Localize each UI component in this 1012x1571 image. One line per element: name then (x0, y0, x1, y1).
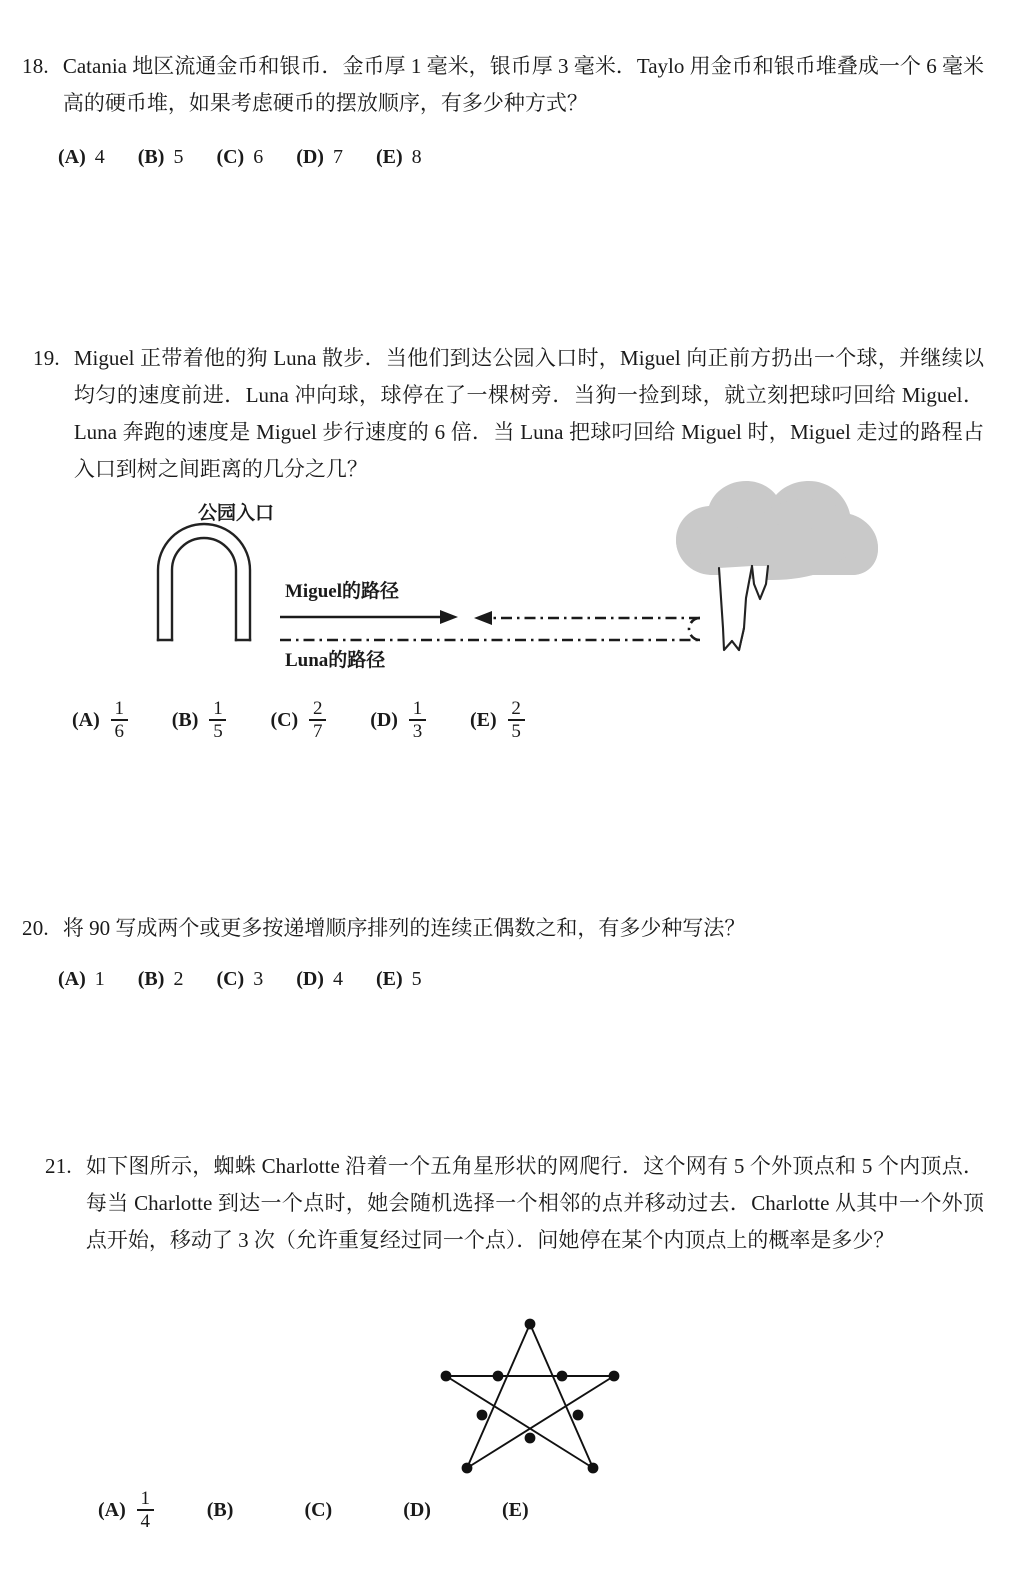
choice-19-c-denominator: 7 (312, 720, 323, 742)
luna-arrowhead-icon (474, 611, 492, 625)
choice-19-a-fraction (111, 699, 128, 741)
choice-20-d-value: 4 (332, 968, 343, 990)
tree-trunk-icon (719, 566, 768, 650)
outer-vertex-lower-left (462, 1463, 473, 1474)
inner-vertex-top-left (493, 1371, 504, 1382)
choice-19-c-label: (C) (270, 709, 299, 732)
question-20-body (22, 910, 984, 947)
choice-21-d-label: (D) (403, 1499, 431, 1522)
choice-19-d-denominator: 3 (412, 720, 423, 742)
question-21 (45, 1148, 984, 1259)
question-19-text: Miguel 正带着他的狗 Luna 散步．当他们到达公园入口时，Miguel 向正前方扔出一个球，并继续以均匀的速度前进．Luna 冲向球，球停在了一棵树旁．当狗一捡到球，就立刻把球叼回给 Miguel．Luna 奔跑的速度是 Miguel 步行速度的 6 倍．当 Luna 把球叼回给 Miguel 时，Miguel 走过的路程占入口到树之间距离的几分之几？ (73, 346, 984, 481)
choice-21-a[interactable] (98, 1490, 154, 1532)
figure-park-entrance-paths (140, 480, 880, 690)
park-entrance-label: 公园入口 (198, 503, 275, 524)
choice-19-e-fraction (508, 699, 525, 741)
choice-19-b-fraction (209, 699, 226, 741)
question-19-choices (72, 700, 525, 742)
choice-19-d-label: (D) (370, 709, 398, 732)
choice-20-b-value: 2 (173, 968, 184, 990)
choice-18-d-value: 7 (332, 146, 343, 168)
choice-18-e[interactable] (376, 146, 422, 169)
choice-19-d[interactable] (370, 700, 426, 742)
question-21-choices (98, 1490, 538, 1532)
question-18-choices (58, 146, 422, 169)
choice-20-a[interactable] (58, 968, 105, 991)
choice-19-b-numerator: 1 (213, 698, 223, 719)
choice-20-c[interactable] (216, 968, 263, 991)
question-18-body (22, 48, 984, 122)
choice-20-e[interactable] (376, 968, 422, 991)
choice-20-d-label: (D) (296, 968, 324, 990)
question-19-number: 19. (33, 346, 60, 370)
choice-19-d-numerator: 1 (412, 698, 423, 719)
choice-19-e-label: (E) (469, 709, 497, 732)
choice-21-a-numerator: 1 (140, 1488, 151, 1509)
choice-21-a-label: (A) (98, 1499, 126, 1522)
choice-19-d-fraction (409, 699, 426, 741)
choice-18-d-label: (D) (296, 146, 324, 168)
choice-21-e[interactable] (502, 1499, 538, 1522)
choice-21-a-denominator: 4 (140, 1510, 151, 1532)
choice-19-a[interactable] (72, 700, 128, 742)
choice-18-b-value: 5 (173, 146, 184, 168)
choice-19-c-fraction (309, 699, 326, 741)
choice-19-b-denominator: 5 (213, 720, 223, 742)
inner-vertex-bottom (525, 1433, 536, 1444)
choice-20-e-label: (E) (375, 968, 403, 990)
question-20-text: 将 90 写成两个或更多按递增顺序排列的连续正偶数之和，有多少种写法？ (62, 916, 746, 940)
choice-21-d[interactable] (403, 1499, 440, 1522)
choice-21-c-label: (C) (304, 1499, 333, 1522)
choice-19-c-numerator: 2 (312, 698, 323, 719)
outer-vertex-upper-left (441, 1371, 452, 1382)
choice-18-c[interactable] (216, 146, 263, 169)
question-21-number: 21. (45, 1154, 72, 1178)
pentagram-outer-vertices (441, 1319, 620, 1474)
question-21-text: 如下图所示，蜘蛛 Charlotte 沿着一个五角星形状的网爬行．这个网有 5 个外顶点和 5 个内顶点．每当 Charlotte 到达一个点时，她会随机选择一个相邻的点并移动过去．Charlotte 从其中一个外顶点开始，移动了 3 次（允许重复经过同一个点）．问她停在某个内顶点上的概率是多少？ (85, 1154, 984, 1252)
outer-vertex-upper-right (609, 1371, 620, 1382)
figure-pentagram-web (430, 1318, 630, 1483)
question-21-body (45, 1148, 984, 1259)
choice-21-b[interactable] (207, 1499, 243, 1522)
luna-path-label: Luna的路径 (285, 650, 386, 671)
choice-20-a-label: (A) (58, 968, 86, 990)
choice-19-a-numerator: 1 (114, 698, 125, 719)
choice-20-d[interactable] (296, 968, 343, 991)
choice-18-d[interactable] (296, 146, 343, 169)
question-20 (22, 910, 984, 947)
question-20-choices (58, 968, 422, 991)
choice-20-c-label: (C) (216, 968, 245, 990)
choice-21-e-label: (E) (501, 1499, 529, 1522)
pentagram-edges (446, 1324, 614, 1468)
tree-canopy-icon (676, 481, 878, 580)
inner-vertex-left (477, 1410, 488, 1421)
question-18-number: 18. (22, 54, 49, 78)
pentagram-inner-vertices (477, 1371, 584, 1444)
choice-18-a-label: (A) (58, 146, 86, 168)
miguel-path-arrow (280, 610, 458, 624)
choice-19-a-denominator: 6 (114, 720, 125, 742)
choice-19-b-label: (B) (171, 709, 199, 732)
choice-18-a-value: 4 (94, 146, 105, 168)
park-entrance-arch-icon (158, 524, 250, 640)
choice-21-a-fraction (137, 1489, 154, 1531)
choice-18-b[interactable] (138, 146, 184, 169)
question-18-text: Catania 地区流通金币和银币．金币厚 1 毫米，银币厚 3 毫米．Taylo 用金币和银币堆叠成一个 6 毫米高的硬币堆，如果考虑硬币的摆放顺序，有多少种方式？ (62, 54, 984, 115)
choice-20-b[interactable] (138, 968, 184, 991)
choice-18-c-label: (C) (216, 146, 245, 168)
choice-18-c-value: 6 (253, 146, 264, 168)
choice-20-a-value: 1 (94, 968, 105, 990)
choice-20-c-value: 3 (253, 968, 264, 990)
choice-19-c[interactable] (270, 700, 326, 742)
choice-21-b-label: (B) (206, 1499, 234, 1522)
choice-19-e[interactable] (470, 700, 525, 742)
question-20-number: 20. (22, 916, 49, 940)
miguel-path-label: Miguel的路径 (285, 581, 399, 602)
outer-vertex-lower-right (588, 1463, 599, 1474)
question-18 (22, 48, 984, 122)
choice-21-c[interactable] (304, 1499, 341, 1522)
choice-20-e-value: 5 (411, 968, 422, 990)
choice-18-a[interactable] (58, 146, 105, 169)
choice-18-b-label: (B) (137, 146, 165, 168)
choice-18-e-value: 8 (411, 146, 422, 168)
question-19 (33, 340, 984, 488)
choice-20-b-label: (B) (137, 968, 165, 990)
question-19-body (33, 340, 984, 488)
inner-vertex-right (573, 1410, 584, 1421)
choice-19-b[interactable] (172, 700, 227, 742)
choice-19-e-denominator: 5 (511, 720, 521, 742)
outer-vertex-top (525, 1319, 536, 1330)
choice-18-e-label: (E) (375, 146, 403, 168)
inner-vertex-top-right (557, 1371, 568, 1382)
choice-19-e-numerator: 2 (511, 698, 521, 719)
choice-19-a-label: (A) (72, 709, 100, 732)
